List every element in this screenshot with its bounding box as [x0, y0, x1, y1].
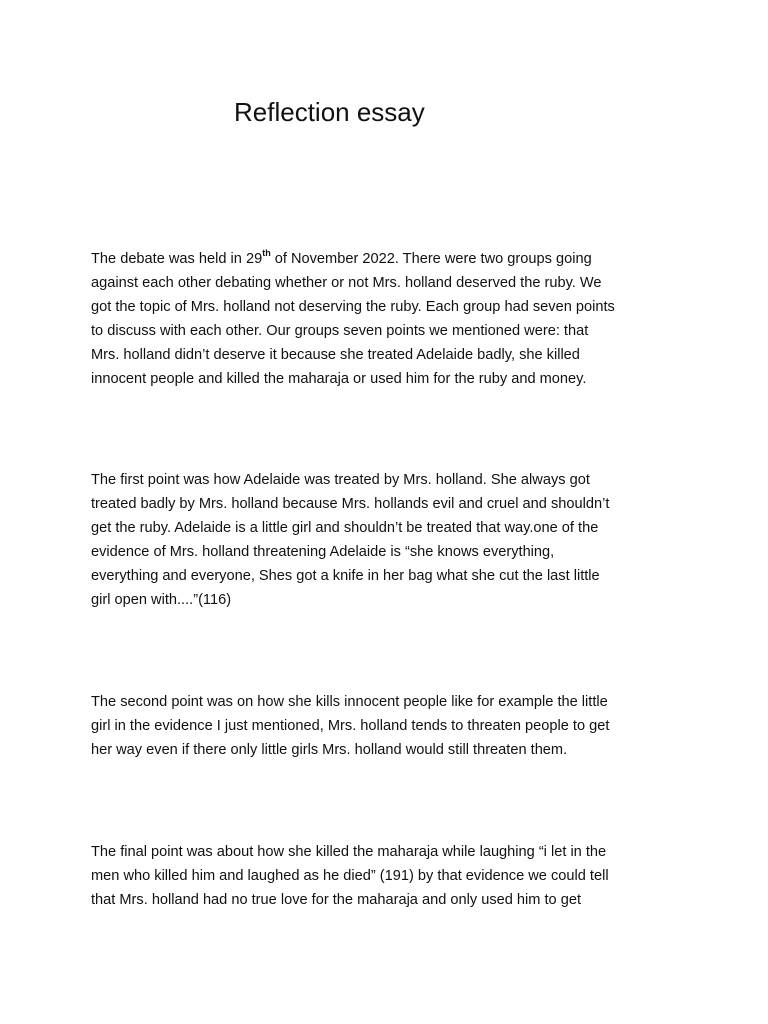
text-line: against each other debating whether or not Mrs. holland deserved the ruby. We: [91, 275, 602, 291]
text-line: everything and everyone, Shes got a knife in her bag what she cut the last little: [91, 568, 600, 584]
text-line: innocent people and killed the maharaja or used him for the ruby and money.: [91, 371, 587, 387]
text-line: to discuss with each other. Our groups seven points we mentioned were: that: [91, 323, 589, 339]
text-line: that Mrs. holland had no true love for the maharaja and only used him to get: [91, 892, 581, 908]
text-line: Mrs. holland didn’t deserve it because she treated Adelaide badly, she killed: [91, 347, 580, 363]
ordinal-suffix: th: [262, 248, 271, 259]
paragraph-first-point: [91, 468, 691, 612]
paragraph-final-point: [91, 840, 691, 912]
text-line: get the ruby. Adelaide is a little girl and shouldn’t be treated that way.one of the: [91, 520, 599, 536]
text-line: her way even if there only little girls Mrs. holland would still threaten them.: [91, 742, 568, 758]
essay-title: Reflection essay: [234, 97, 425, 127]
text-line: The second point was on how she kills innocent people like for example the little: [91, 694, 608, 710]
text-line: girl open with....”(116): [91, 592, 232, 608]
text-line: girl in the evidence I just mentioned, Mrs. holland tends to threaten people to get: [91, 718, 610, 734]
text-line: got the topic of Mrs. holland not deserving the ruby. Each group had seven points: [91, 299, 615, 315]
paragraph-intro: [91, 247, 691, 391]
text-line: The first point was how Adelaide was treated by Mrs. holland. She always got: [91, 472, 590, 488]
paragraph-second-point: [91, 690, 691, 762]
text-line-end: of November 2022. There were two groups going: [270, 251, 592, 267]
text-line-start: The debate was held in 29: [91, 251, 263, 267]
text-line: evidence of Mrs. holland threatening Adelaide is “she knows everything,: [91, 544, 555, 560]
text-line: [91, 247, 691, 271]
text-line: men who killed him and laughed as he died” (191) by that evidence we could tell: [91, 868, 609, 884]
text-line: The final point was about how she killed the maharaja while laughing “i let in the: [91, 844, 607, 860]
text-line: treated badly by Mrs. holland because Mrs. hollands evil and cruel and shouldn’t: [91, 496, 610, 512]
